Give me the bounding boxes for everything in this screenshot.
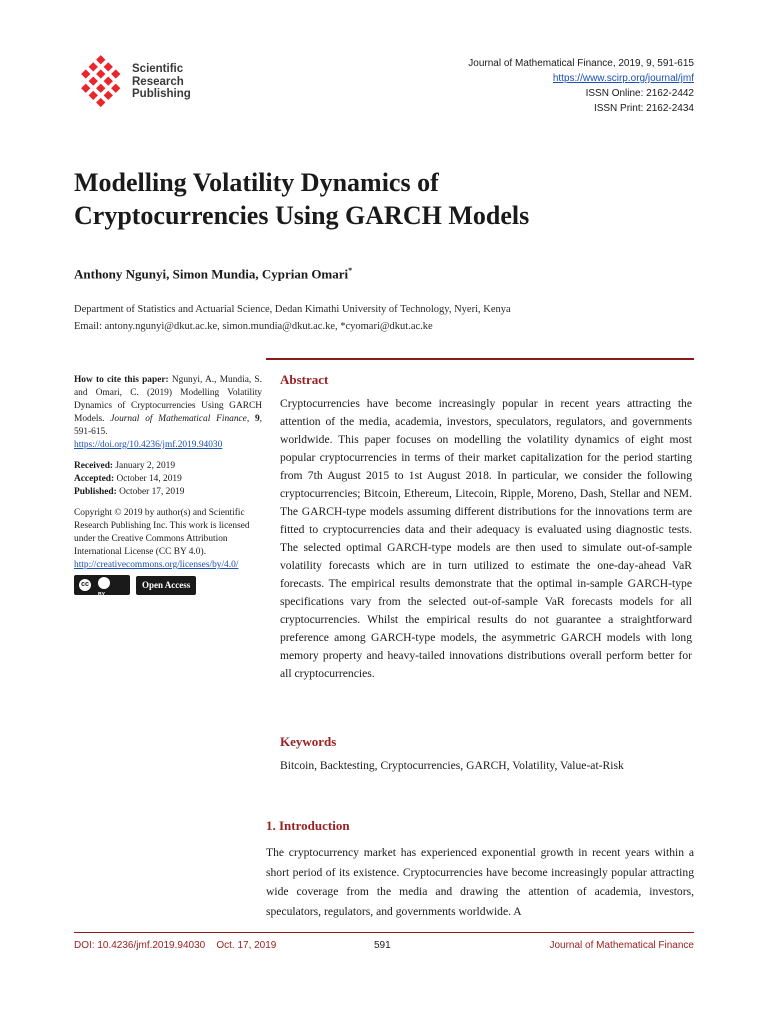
issn-print: ISSN Print: 2162-2434 [593, 103, 694, 114]
affiliation-block [74, 301, 511, 335]
open-access-badge: Open Access [136, 576, 196, 595]
logo-line-3: Publishing [132, 88, 191, 100]
dates-block [74, 460, 262, 499]
citation-block: How to cite this paper: Ngunyi, A., Mundia, S. and Omari, C. (2019) Modelling Volatility Dynamics of Cryptocurrencies Using GARCH Models. Journal of Mathematical Finance, 9, 591-615. https://doi.org/10.4236/jmf.2019.94030 [74, 375, 262, 450]
license-link[interactable]: http://creativecommons.org/licenses/by/4.0/ [74, 560, 239, 570]
corresponding-mark: * [348, 266, 353, 275]
logo-diamond [89, 62, 98, 71]
logo-diamond [104, 76, 113, 85]
cite-text: Ngunyi, A., Mundia, S. and Omari, C. (2019) Modelling Volatility Dynamics of Cryptocurrencies Using GARCH Models. [74, 375, 262, 424]
logo-diamond [104, 91, 113, 100]
publisher-logo [76, 54, 206, 110]
keywords-text: Bitcoin, Backtesting, Cryptocurrencies, GARCH, Volatility, Value-at-Risk [280, 759, 624, 772]
published-date: October 17, 2019 [119, 487, 185, 497]
published-label: Published: [74, 487, 117, 497]
title-line-1: Modelling Volatility Dynamics of [74, 168, 439, 197]
cite-label: How to cite this paper: [74, 375, 169, 385]
introduction-heading: 1. Introduction [266, 818, 350, 833]
logo-diamond [89, 76, 98, 85]
keywords-section [280, 734, 692, 775]
introduction-text: The cryptocurrency market has experienced exponential growth in recent years within a short period of its existence. Cryptocurrencies have become increasingly popular attracting wide coverage from the media and drawing the attention of academia, investors, speculators, regulators, and governments worldwide. A [266, 846, 694, 918]
footer-doi-date [74, 940, 276, 951]
logo-text [132, 63, 191, 101]
issn-online: ISSN Online: 2162-2442 [585, 88, 694, 99]
cite-journal: Journal of Mathematical Finance [110, 414, 247, 424]
logo-diamond [96, 55, 105, 64]
logo-line-1: Scientific [132, 63, 184, 75]
title-line-2: Cryptocurrencies Using GARCH Models [74, 201, 530, 230]
footer-doi: DOI: 10.4236/jmf.2019.94030 [74, 940, 206, 951]
logo-diamond [81, 69, 90, 78]
by-label: BY [98, 592, 105, 598]
footer-journal: Journal of Mathematical Finance [549, 940, 694, 951]
footer-divider [74, 932, 694, 933]
keywords-heading: Keywords [280, 734, 337, 749]
copyright-text: Copyright © 2019 by author(s) and Scientific Research Publishing Inc. This work is licensed under the Creative Commons Attribution International License (CC BY 4.0). [74, 508, 250, 557]
cc-label: cc [77, 577, 93, 593]
journal-url-link[interactable]: https://www.scirp.org/journal/jmf [552, 73, 694, 84]
license-badges [74, 575, 262, 598]
logo-diamond [111, 69, 120, 78]
logo-line-2: Research [132, 75, 184, 88]
accepted-date: October 14, 2019 [116, 474, 182, 484]
author-names: Anthony Ngunyi, Simon Mundia, Cyprian Omari [74, 266, 349, 282]
footer-date: Oct. 17, 2019 [216, 940, 277, 951]
logo-diamond [81, 84, 90, 93]
page-number: 591 [374, 940, 391, 951]
email: Email: antony.ngunyi@dkut.ac.ke, simon.mundia@dkut.ac.ke, *cyomari@dkut.ac.ke [74, 321, 433, 332]
introduction-section [266, 818, 694, 921]
paper-title [74, 166, 674, 232]
received-label: Received: [74, 461, 114, 471]
accepted-label: Accepted: [74, 474, 115, 484]
logo-diamond [89, 91, 98, 100]
logo-diamond [96, 84, 105, 93]
cite-pages: , 591-615. [74, 414, 262, 437]
sidebar [74, 374, 262, 603]
affiliation: Department of Statistics and Actuarial Science, Dedan Kimathi University of Technology, Nyeri, Kenya [74, 304, 511, 315]
journal-name: Journal of Mathematical Finance, 2019, 9, 591-615 [468, 58, 694, 69]
journal-info [468, 56, 694, 116]
logo-diamond [96, 98, 105, 107]
copyright-block [74, 507, 262, 598]
cite-volume: 9 [254, 414, 260, 424]
cc-by-badge-icon [74, 575, 130, 598]
abstract-section [280, 372, 692, 683]
logo-diamond-icon [76, 54, 132, 110]
cc-person-icon [98, 577, 110, 589]
abstract-divider [266, 358, 694, 360]
logo-diamond [104, 62, 113, 71]
cite-doi-link[interactable]: https://doi.org/10.4236/jmf.2019.94030 [74, 440, 223, 450]
logo-diamond [96, 69, 105, 78]
authors [74, 266, 352, 282]
abstract-heading: Abstract [280, 372, 329, 387]
received-date: January 2, 2019 [115, 461, 176, 471]
abstract-text: Cryptocurrencies have become increasingly popular in recent years attracting the attention of the media, academia, investors, speculators, regulators, and governments worldwide. This paper focuses on modelling the volatility dynamics of eight most popular cryptocurrencies in terms of their market capitalization for the period starting from 7th August 2015 to 1st August 2018. In particular, we consider the following cryptocurrencies; Bitcoin, Ethereum, Litecoin, Ripple, Moreno, Dash, Stellar and NEM. The GARCH-type models assuming different distributions for the innovations term are fitted to cryptocurrencies data and their adequacy is evaluated using diagnostic tests. The selected optimal GARCH-type models are then used to simulate out-of-sample volatility forecasts which are in turn utilized to estimate the one-day-ahead VaR forecasts. The empirical results demonstrate that the optimal in-sample GARCH-type specifications vary from the selected out-of-sample VaR forecasts models for all cryptocurrencies. Whilst the empirical results do not guarantee a straightforward preference among GARCH-type models, the asymmetric GARCH models with long memory property and heavy-tailed innovations distributions overall perform better for all cryptocurrencies. [280, 397, 692, 680]
logo-diamond [111, 84, 120, 93]
